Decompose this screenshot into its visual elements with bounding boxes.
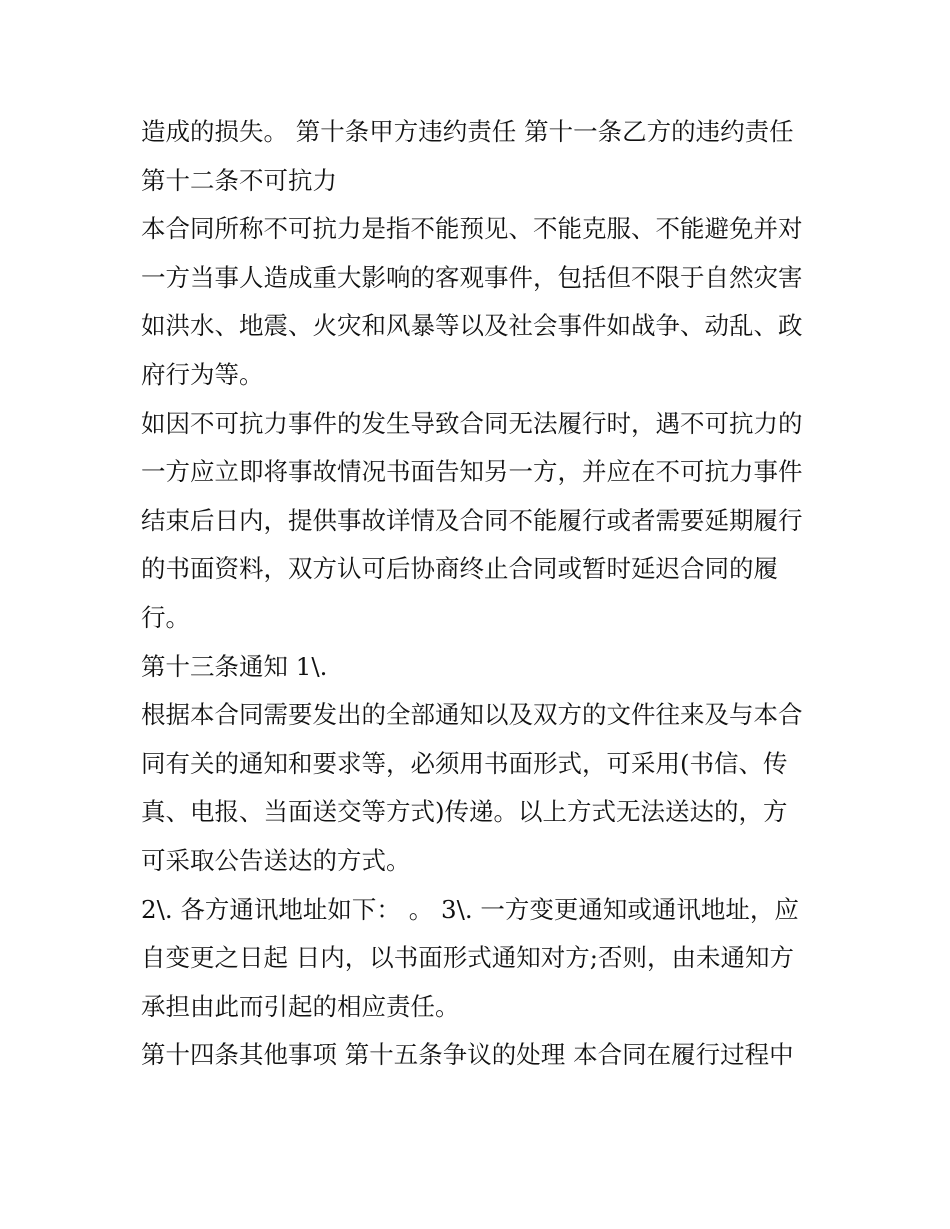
- text-line: 一方当事人造成重大影响的客观事件，包括但不限于自然灾害: [141, 262, 803, 292]
- text-line: 如因不可抗力事件的发生导致合同无法履行时，遇不可抗力的: [141, 408, 803, 438]
- text-line: 如洪水、地震、火灾和风暴等以及社会事件如战争、动乱、政: [141, 311, 803, 341]
- contract-text: [141, 108, 821, 1080]
- text-line: 第十三条通知 1\.: [141, 651, 328, 681]
- text-line: 真、电报、当面送交等方式)传递。以上方式无法送达的，方: [141, 797, 788, 827]
- text-line: 一方应立即将事故情况书面告知另一方，并应在不可抗力事件: [141, 457, 803, 487]
- text-line: 府行为等。: [141, 359, 264, 389]
- text-line: 的书面资料，双方认可后协商终止合同或暂时延迟合同的履: [141, 554, 778, 584]
- text-line: 结束后日内，提供事故详情及合同不能履行或者需要延期履行: [141, 505, 803, 535]
- text-line: 2\. 各方通讯地址如下： 。 3\. 一方变更通知或通讯地址，应: [141, 894, 799, 924]
- text-line: 第十二条不可抗力: [141, 165, 337, 195]
- text-line: 自变更之日起 日内，以书面形式通知对方;否则，由未通知方: [141, 943, 795, 973]
- text-line: 根据本合同需要发出的全部通知以及双方的文件往来及与本合: [141, 700, 803, 730]
- text-line: 造成的损失。 第十条甲方违约责任 第十一条乙方的违约责任: [141, 117, 794, 146]
- text-line: 承担由此而引起的相应责任。: [141, 991, 460, 1021]
- text-line: 行。: [141, 602, 190, 632]
- text-line: 第十四条其他事项 第十五条争议的处理 本合同在履行过程中: [141, 1040, 794, 1070]
- text-line: 同有关的通知和要求等，必须用书面形式，可采用(书信、传: [141, 748, 788, 778]
- text-line: 本合同所称不可抗力是指不能预见、不能克服、不能避免并对: [141, 214, 803, 244]
- text-line: 可采取公告送达的方式。: [141, 845, 411, 875]
